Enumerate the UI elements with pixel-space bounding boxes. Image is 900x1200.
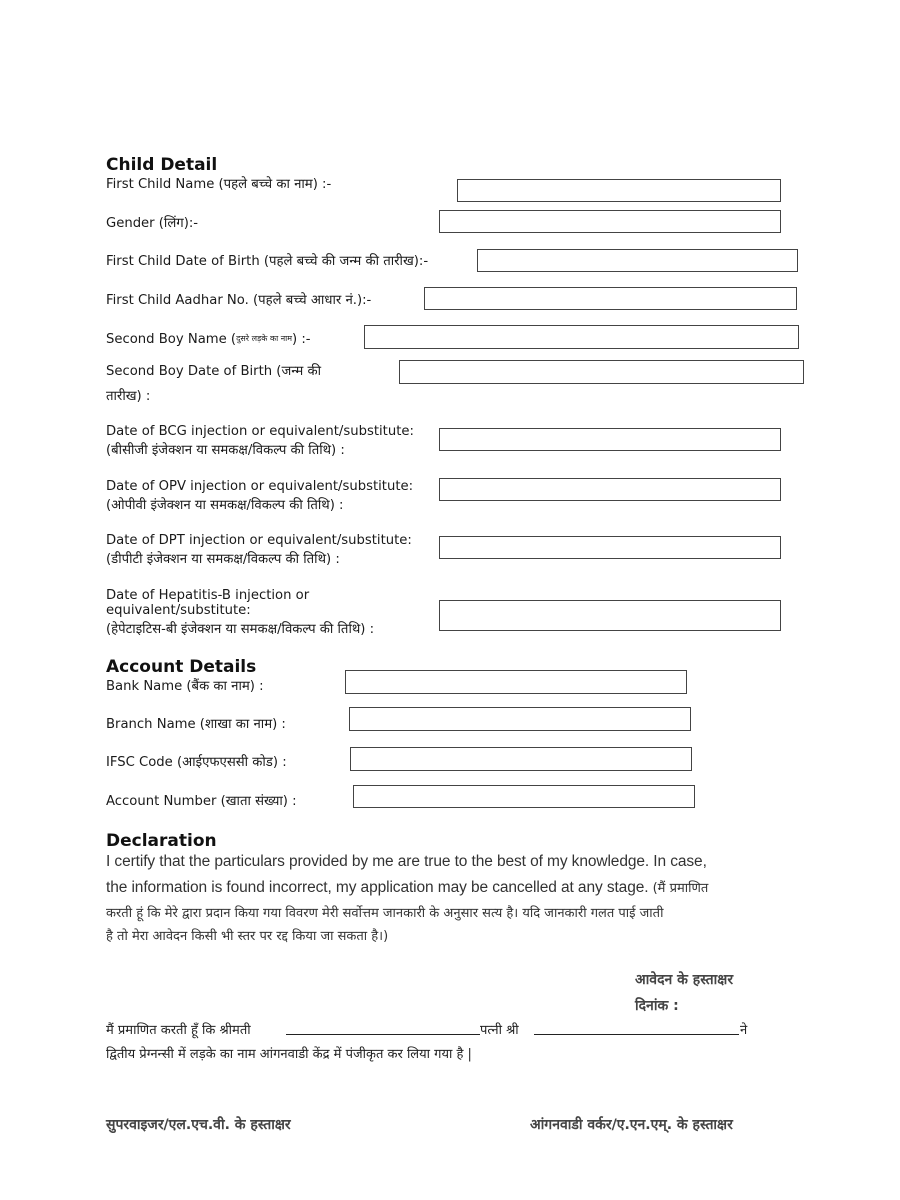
first-child-name-label: First Child Name (पहले बच्चे का नाम) :- (106, 177, 332, 192)
second-boy-name-label (106, 329, 311, 349)
hepb-date-field[interactable] (439, 600, 781, 631)
certification-part1: मैं प्रमाणित करती हूँ कि श्रीमती (106, 1023, 251, 1038)
bcg-date-field[interactable] (439, 428, 781, 451)
declaration-line1: I certify that the particulars provided by me are true to the best of my knowledge. In case, (106, 853, 707, 870)
declaration-line2-hi: (मैं प्रमाणित (648, 881, 709, 896)
ifsc-code-field[interactable] (350, 747, 692, 771)
gender-label: Gender (लिंग):- (106, 216, 199, 231)
applicant-date-label: दिनांक : (635, 998, 679, 1014)
first-child-dob-label: First Child Date of Birth (पहले बच्चे की जन्म की तारीख):- (106, 254, 429, 269)
account-number-label: Account Number (खाता संख्या) : (106, 794, 297, 809)
bcg-label-line2: (बीसीजी इंजेक्शन या समकक्ष/विकल्प की तिथि) : (106, 443, 345, 458)
dpt-date-field[interactable] (439, 536, 781, 559)
declaration-line2 (106, 877, 708, 897)
account-details-heading: Account Details (106, 657, 257, 677)
second-boy-name-label-en: Second Boy Name ( (106, 332, 237, 347)
second-boy-dob-field[interactable] (399, 360, 804, 384)
opv-date-field[interactable] (439, 478, 781, 501)
smt-name-blank[interactable] (286, 1034, 480, 1035)
branch-name-field[interactable] (349, 707, 691, 731)
second-boy-name-label-end: ) :- (292, 332, 311, 347)
husband-name-blank[interactable] (534, 1034, 739, 1035)
supervisor-signature-label: सुपरवाइजर/एल.एच.वी. के हस्ताक्षर (106, 1117, 291, 1133)
dpt-label-line2: (डीपीटी इंजेक्शन या समकक्ष/विकल्प की तिथि) : (106, 552, 340, 567)
bcg-label-line1: Date of BCG injection or equivalent/substitute: (106, 424, 414, 439)
hepb-label-line1: Date of Hepatitis-B injection or (106, 588, 310, 603)
declaration-heading: Declaration (106, 831, 217, 851)
second-boy-name-field[interactable] (364, 325, 799, 349)
first-child-aadhar-field[interactable] (424, 287, 797, 310)
dpt-label-line1: Date of DPT injection or equivalent/substitute: (106, 533, 412, 548)
child-detail-heading: Child Detail (106, 155, 218, 175)
declaration-line2-en: the information is found incorrect, my application may be cancelled at any stage. (106, 879, 649, 896)
hepb-label-line2: equivalent/substitute: (106, 603, 251, 618)
opv-label-line2: (ओपीवी इंजेक्शन या समकक्ष/विकल्प की तिथि) : (106, 498, 344, 513)
second-boy-dob-label-line2: तारीख) : (106, 389, 151, 404)
certification-line2: द्वितीय प्रेग्नन्सी में लड़के का नाम आंगनवाडी केंद्र में पंजीकृत कर लिया गया है | (106, 1047, 472, 1062)
ifsc-code-label: IFSC Code (आईएफएससी कोड) : (106, 755, 287, 770)
second-boy-dob-label-line1: Second Boy Date of Birth (जन्म की (106, 364, 322, 379)
declaration-line3: करती हूं कि मेरे द्वारा प्रदान किया गया विवरण मेरी सर्वोत्तम जानकारी के अनुसार सत्य है। यदि जानकारी गलत पाई जाती (106, 906, 664, 921)
first-child-aadhar-label: First Child Aadhar No. (पहले बच्चे आधार नं.):- (106, 293, 372, 308)
bank-name-field[interactable] (345, 670, 687, 694)
second-boy-name-label-hi: दुसरे लड़के का नाम (236, 334, 293, 343)
gender-field[interactable] (439, 210, 781, 233)
branch-name-label: Branch Name (शाखा का नाम) : (106, 717, 286, 732)
account-number-field[interactable] (353, 785, 695, 808)
bank-name-label: Bank Name (बैंक का नाम) : (106, 679, 264, 694)
hepb-label-line3: (हेपेटाइटिस-बी इंजेक्शन या समकक्ष/विकल्प की तिथि) : (106, 622, 375, 637)
applicant-signature-label: आवेदन के हस्ताक्षर (635, 972, 734, 988)
declaration-line4: है तो मेरा आवेदन किसी भी स्तर पर रद्द किया जा सकता है।) (106, 929, 389, 944)
opv-label-line1: Date of OPV injection or equivalent/substitute: (106, 479, 414, 494)
first-child-name-field[interactable] (457, 179, 781, 202)
first-child-dob-field[interactable] (477, 249, 798, 272)
worker-signature-label: आंगनवाडी वर्कर/ए.एन.एम्. के हस्ताक्षर (530, 1117, 733, 1133)
certification-part3: ने (740, 1023, 748, 1038)
certification-part2: पत्नी श्री (480, 1023, 519, 1038)
